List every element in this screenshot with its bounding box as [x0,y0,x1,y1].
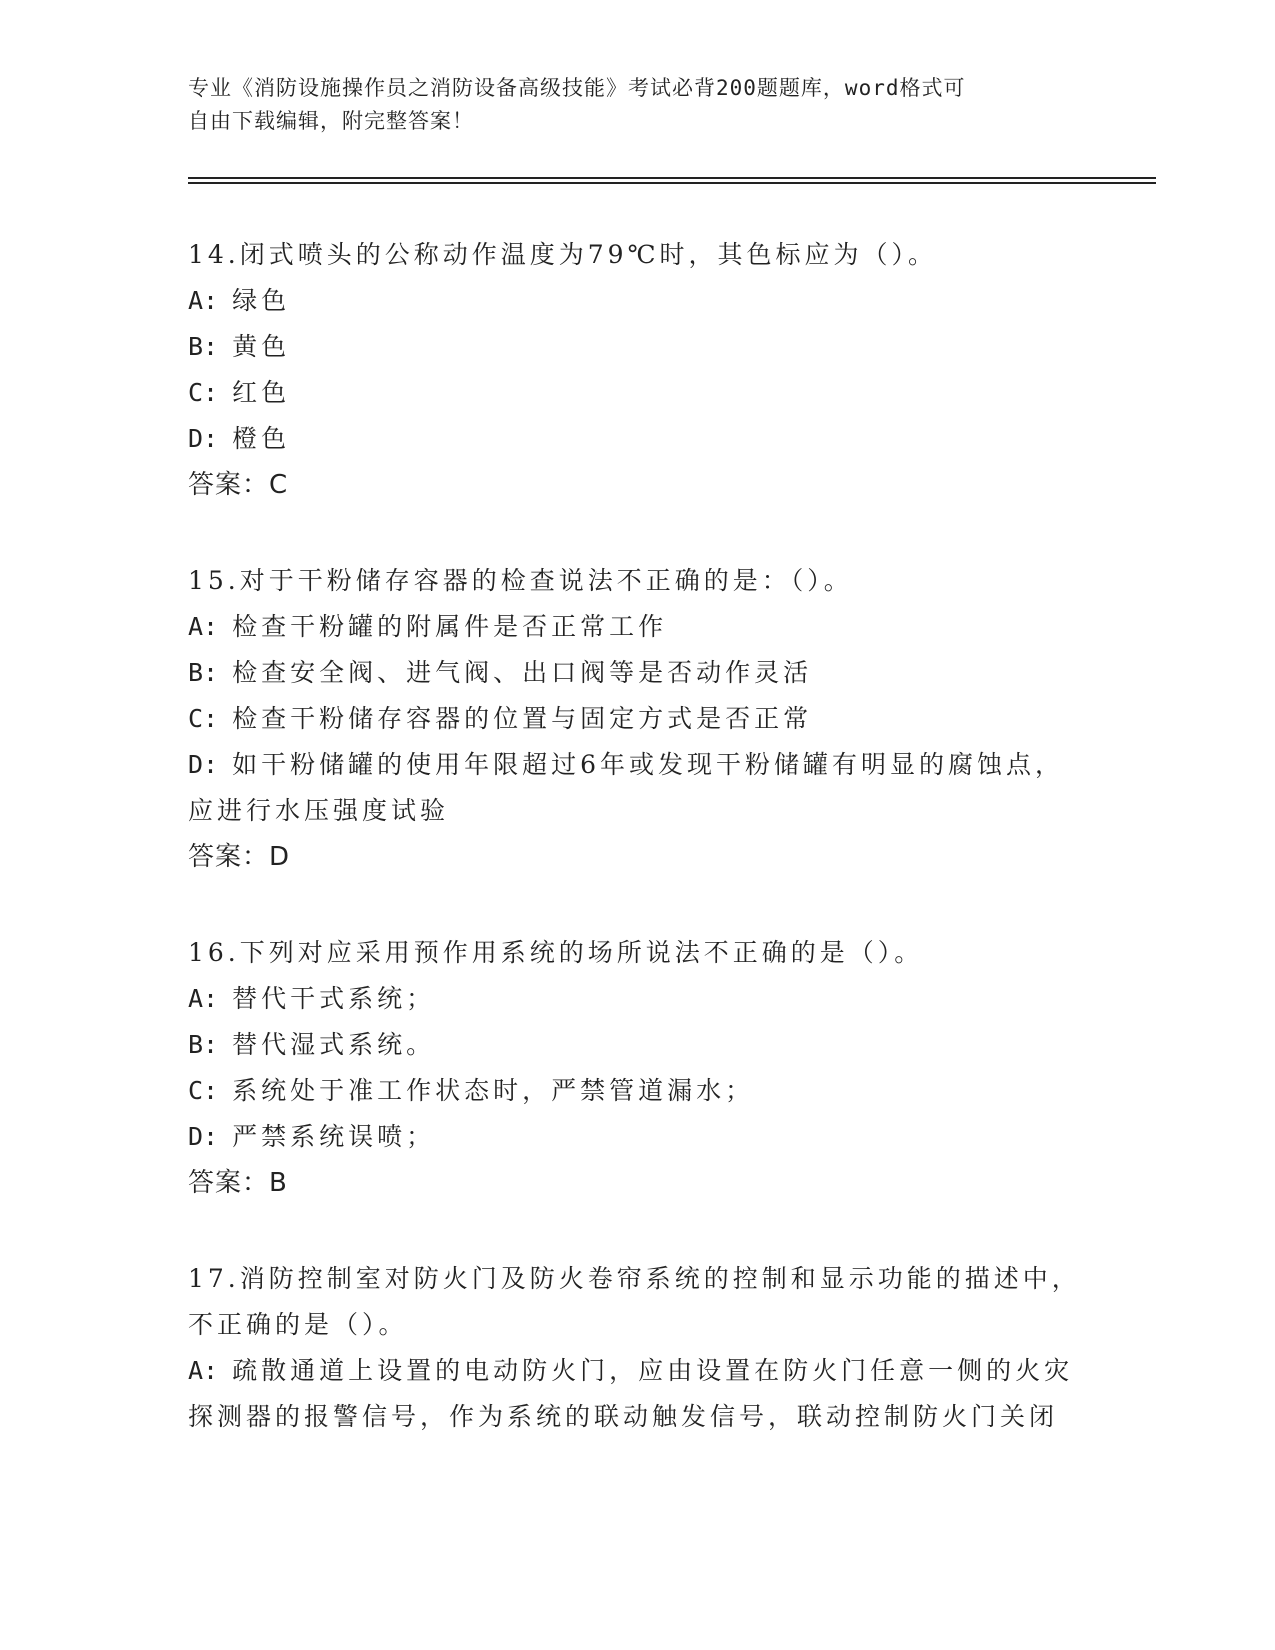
option-label: A: [188,1356,219,1385]
document-header [188,72,1088,138]
option-text: 橙色 [232,424,291,453]
header-line-2: 自由下载编辑，附完整答案！ [188,109,474,133]
option-text: 系统处于准工作状态时，严禁管道漏水； [232,1076,755,1105]
answer: 答案：D [188,842,291,872]
option-text: 黄色 [232,332,291,361]
option-a [188,976,1088,1022]
option-label: D: [188,750,219,779]
header-rule-top [188,177,1156,179]
option-label: A: [188,984,219,1013]
option-label: A: [188,612,219,641]
option-label: B: [188,332,219,361]
option-text: 替代干式系统； [232,984,436,1013]
option-c [188,696,1088,742]
question-17 [188,1256,1088,1440]
option-b [188,324,1088,370]
option-text: 检查干粉罐的附属件是否正常工作 [232,612,668,641]
option-label: B: [188,1030,219,1059]
option-c [188,1068,1088,1114]
option-text: 检查安全阀、进气阀、出口阀等是否动作灵活 [232,658,813,687]
option-d [188,1114,1088,1160]
answer: 答案：C [188,470,289,500]
option-d [188,742,1088,788]
option-d [188,416,1088,462]
question-stem: 14.闭式喷头的公称动作温度为79℃时，其色标应为（）。 [188,240,938,269]
question-stem: 16.下列对应采用预作用系统的场所说法不正确的是（）。 [188,938,924,967]
question-stem-continued: 不正确的是（）。 [188,1310,408,1339]
option-label: A: [188,286,219,315]
option-label: D: [188,424,219,453]
header-line-1: 专业《消防设施操作员之消防设备高级技能》考试必背200题题库，word格式可 [188,76,966,100]
option-text: 检查干粉储存容器的位置与固定方式是否正常 [232,704,813,733]
header-rule-bottom [188,182,1156,184]
option-text: 绿色 [232,286,291,315]
option-c [188,370,1088,416]
option-label: C: [188,378,219,407]
question-14 [188,232,1088,508]
option-b [188,650,1088,696]
option-label: C: [188,1076,219,1105]
option-b [188,1022,1088,1068]
question-16 [188,930,1088,1206]
option-a-continued: 探测器的报警信号，作为系统的联动触发信号，联动控制防火门关闭 [188,1402,1059,1431]
option-a [188,278,1088,324]
answer: 答案：B [188,1168,288,1198]
question-list [188,232,1088,1490]
question-stem: 15.对于干粉储存容器的检查说法不正确的是：（）。 [188,566,853,595]
option-d-continued: 应进行水压强度试验 [188,796,450,825]
option-text: 红色 [232,378,291,407]
option-text: 严禁系统误喷； [232,1122,436,1151]
option-a [188,1348,1088,1394]
option-a [188,604,1088,650]
option-label: D: [188,1122,219,1151]
question-stem: 17.消防控制室对防火门及防火卷帘系统的控制和显示功能的描述中， [188,1264,1081,1293]
option-text: 替代湿式系统。 [232,1030,436,1059]
option-text: 如干粉储罐的使用年限超过6年或发现干粉储罐有明显的腐蚀点， [232,750,1065,779]
option-label: C: [188,704,219,733]
option-text: 疏散通道上设置的电动防火门，应由设置在防火门任意一侧的火灾 [232,1356,1074,1385]
question-15 [188,558,1088,880]
option-label: B: [188,658,219,687]
